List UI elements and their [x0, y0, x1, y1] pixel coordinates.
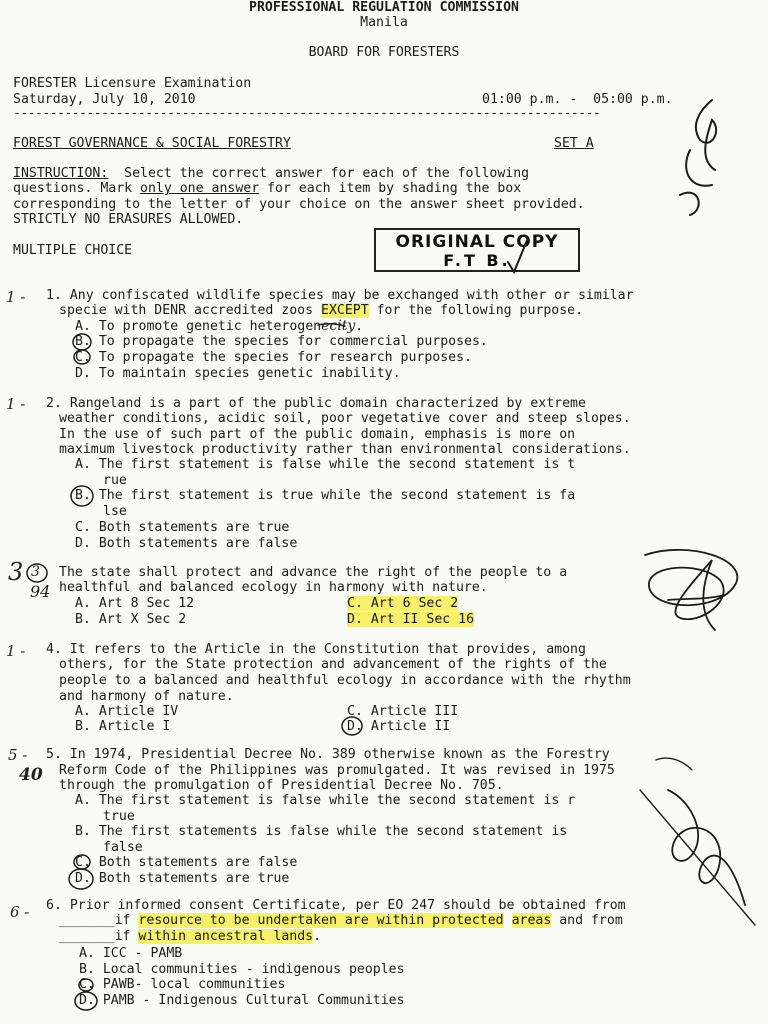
q6-d-answer-circle: [75, 992, 97, 1010]
instruction-line-2: questions. Mark only one answer for each item by shading the box: [13, 181, 522, 196]
q1-stem-2: specie with DENR accredited zoos EXCEPT for the following purpose.: [59, 303, 584, 318]
q2-stem-1: 2. Rangeland is a part of the public domain characterized by extreme: [46, 396, 586, 411]
instruction-label: INSTRUCTION:: [13, 166, 109, 181]
q5-option-b-wrap: false: [103, 840, 143, 855]
q5-signature: [668, 790, 745, 905]
subject-title: FOREST GOVERNANCE & SOCIAL FORESTRY: [13, 136, 291, 151]
q2-option-d: D. Both statements are false: [75, 536, 298, 551]
q2-hand-mark: 1 -: [6, 395, 26, 413]
q3-option-c: C. Art 6 Sec 2: [347, 596, 459, 611]
q3-signature-scribble: [645, 550, 737, 630]
q4-stem-4: and harmony of nature.: [59, 689, 234, 704]
q3-option-d: D. Art II Sec 16: [347, 612, 475, 627]
q3-stem-2: healthful and balanced ecology in harmony with nature.: [59, 580, 488, 595]
q1-option-b: B. To propagate the species for commercial purposes.: [75, 334, 488, 349]
q5-option-c: C. Both statements are false: [75, 855, 298, 870]
q2-stem-3: In the use of such part of the public domain, emphasis is more on: [59, 427, 576, 442]
q5-stem-2: Reform Code of the Philippines was promulgated. It was revised in 1975: [59, 763, 615, 778]
q1-hand-mark: 1 -: [6, 288, 26, 306]
q2-stem-4: maximum livestock productivity rather than environmental considerations.: [59, 442, 631, 457]
q1-option-a: A. To promote genetic heterogenecity.: [75, 318, 364, 334]
q4-option-c: C. Article III: [347, 704, 459, 719]
q5-stem-1: 5. In 1974, Presidential Decree No. 389 otherwise known as the Forestry: [46, 747, 610, 762]
q3-option-a: A. Art 8 Sec 12: [75, 596, 195, 611]
q3-option-b: B. Art X Sec 2: [75, 612, 187, 627]
q3-hand-mark: 3: [8, 558, 24, 586]
exam-time: 01:00 p.m. - 05:00 p.m.: [482, 92, 673, 107]
q2-option-c: C. Both statements are true: [75, 520, 290, 535]
exam-date: Saturday, July 10, 2010: [13, 92, 196, 107]
q5-option-b: B. The first statements is false while the second statement is: [75, 824, 568, 839]
q5-hand-mark: 5 -: [8, 746, 28, 764]
q1-b-answer-circle: [73, 334, 91, 350]
q5-stem-3: through the promulgation of Presidential Decree No. 705.: [59, 778, 504, 793]
q2-option-b-wrap: lse: [103, 504, 127, 519]
q4-stem-2: others, for the State protection and advancement of the rights of the: [59, 657, 607, 672]
q1-stem-1: 1. Any confiscated wildlife species may be exchanged with other or similar: [46, 288, 634, 303]
q4-option-a: A. Article IV: [75, 704, 179, 719]
q4-stem-1: 4. It refers to the Article in the Constitution that provides, among: [46, 642, 586, 657]
q1-option-c: C. To propagate the species for research purposes.: [75, 350, 472, 365]
q4-stem-3: people to a balanced and healthful ecology in accordance with the rhythm: [59, 673, 631, 688]
q4-option-b: B. Article I: [75, 719, 171, 734]
q1-c-answer-circle: [74, 350, 90, 364]
q3-circled-number: 3: [31, 564, 40, 580]
instruction-line-3: corresponding to the letter of your choice on the answer sheet provided.: [13, 197, 585, 212]
q4-d-answer-circle: [342, 717, 362, 735]
q5-cross-line: [640, 790, 755, 925]
q5-option-a-wrap: true: [103, 809, 135, 824]
q5-c-answer-circle: [74, 855, 90, 869]
board-title: BOARD FOR FORESTERS: [308, 45, 460, 60]
q5-option-a: A. The first statement is false while the second statement is r: [75, 793, 576, 808]
q2-option-b: B. The first statement is true while the second statement is fa: [75, 488, 576, 503]
q5-hand-note: 40: [19, 765, 43, 785]
q3-hand-note: 94: [30, 582, 51, 601]
q3-number-circle: [27, 564, 47, 582]
q4-option-d: D. Article II: [347, 719, 451, 734]
q6-option-d: D. PAMB - Indigenous Cultural Communities: [79, 993, 405, 1008]
q3-stem-1: The state shall protect and advance the right of the people to a: [59, 565, 568, 580]
q6-stem-2: _______if resource to be undertaken are within protected areas and from: [59, 913, 623, 928]
q2-stem-2: weather conditions, acidic soil, poor vegetative cover and steep slopes.: [59, 411, 631, 426]
q6-option-a: A. ICC - PAMB: [79, 946, 183, 961]
section-heading: MULTIPLE CHOICE: [13, 243, 133, 258]
q6-stem-1: 6. Prior informed consent Certificate, per EO 247 should be obtained from: [46, 898, 626, 913]
q2-b-answer-circle: [71, 486, 93, 506]
q2-option-a: A. The first statement is false while the second statement is t: [75, 457, 576, 472]
stamp-check-mark: [508, 238, 528, 272]
q6-c-answer-circle: [79, 979, 93, 991]
set-label: SET A: [554, 136, 594, 151]
q1-option-d: D. To maintain species genetic inability.: [75, 366, 401, 381]
q5-option-d: D. Both statements are true: [75, 871, 290, 886]
commission-title: PROFESSIONAL REGULATION COMMISSION: [249, 0, 519, 15]
instruction-line-1: INSTRUCTION: Select the correct answer for each of the following: [13, 166, 530, 181]
top-right-initials: [680, 100, 716, 215]
divider: --------------------------------------------------------------------------------: [13, 106, 601, 121]
q6-hand-mark: 6 -: [10, 903, 30, 921]
instruction-line-4: STRICTLY NO ERASURES ALLOWED.: [13, 212, 244, 227]
q6-option-b: B. Local communities - indigenous peoples: [79, 962, 405, 977]
original-copy-stamp: ORIGINAL COPY F.T B.: [374, 228, 580, 272]
exam-name: FORESTER Licensure Examination: [13, 76, 252, 91]
q5-d-answer-circle: [69, 869, 93, 889]
q2-option-a-wrap: rue: [103, 473, 127, 488]
q4-hand-mark: 1 -: [6, 642, 26, 660]
city: Manila: [360, 15, 408, 30]
q6-option-c: C. PAWB- local communities: [79, 977, 286, 992]
q6-stem-3: _______if within ancestral lands.: [59, 929, 322, 944]
